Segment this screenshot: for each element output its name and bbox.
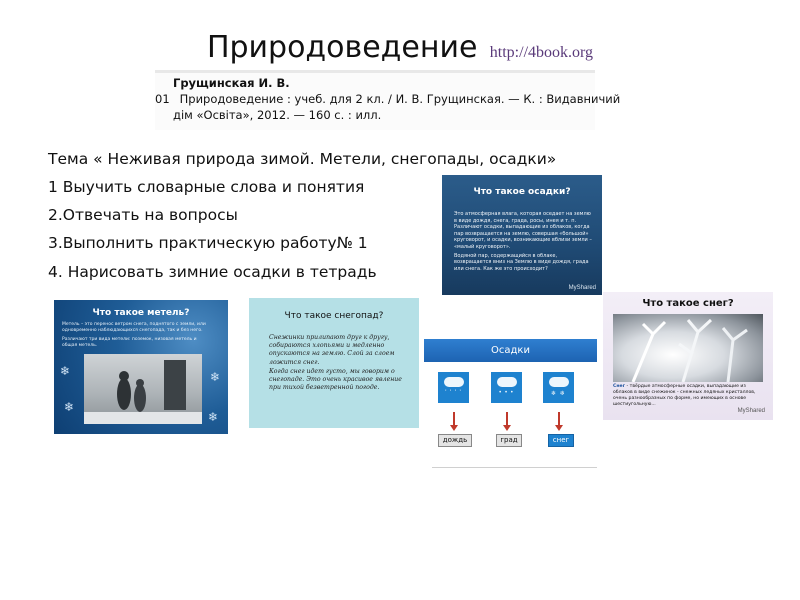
bibliography-reference — [155, 70, 621, 130]
label-hail: град — [496, 434, 522, 447]
blizzard-figures-image — [84, 354, 202, 424]
arrowhead-icon — [503, 425, 511, 431]
frosted-plants-image — [613, 314, 763, 382]
hail-cloud-icon — [491, 372, 522, 403]
snowy-branches-photo — [613, 314, 763, 382]
slide-definition — [613, 384, 765, 408]
slide-what-is-blizzard — [54, 300, 228, 434]
hail-icon: • • • — [499, 390, 514, 396]
slide-body — [454, 211, 594, 272]
slide-bullet: Водяной пар, содержащийся в облаке, возвращается вниз на Землю в виде дождя, града или снега. Как же это происходит? — [454, 252, 589, 272]
task-item: 2.Отвечать на вопросы — [48, 206, 238, 224]
slide-text: Метель – это перенос ветром снега, поднятого с земли, или одновременно наблюдающихся снегопада, так и без него. — [62, 322, 206, 333]
title-text: Природоведение — [206, 30, 478, 65]
task-item: 4. Нарисовать зимние осадки в тетрадь — [48, 263, 377, 281]
slide-precipitation-types — [424, 337, 597, 468]
slide-paragraph: Когда снег идет густо, мы говорим о снегопаде. Это очень красивое явление при тихой безветренной погоде. — [269, 368, 402, 392]
cloud-icon — [497, 377, 517, 387]
myshared-logo: MyShared — [568, 285, 596, 291]
rain-cloud-icon — [438, 372, 469, 403]
snowflakes-icon: ❄ ❄ — [551, 391, 566, 397]
slide-header-bar — [424, 339, 597, 362]
slide-title: Что такое снег? — [642, 298, 734, 309]
task-item: 1 Выучить словарные слова и понятия — [48, 178, 365, 196]
label-rain: дождь — [438, 434, 472, 447]
slide-title: Что такое метель? — [92, 308, 190, 318]
rain-drops-icon: ' ' ' ' — [445, 390, 462, 396]
arrowhead-icon — [555, 425, 563, 431]
slide-bullet: Это атмосферная влага, которая оседает на землю в виде дождя, снега, града, росы, инея и т. п. Различают осадки, выпадающие из облаков, когда пар возвращается на землю, совершая «большой» круговорот, и осадки, возникающие вблизи земли – «малый круговорот». — [454, 211, 592, 250]
snow-cloud-icon — [543, 372, 574, 403]
snowflake-icon: ❄ — [64, 400, 75, 414]
slide-what-is-precipitation — [442, 175, 602, 295]
biblio-author: Грущинская И. В. — [173, 76, 290, 90]
slide-text: Различают три вида метели: поземок, низовая метель и общая метель. — [62, 337, 197, 348]
myshared-logo: MyShared — [737, 408, 765, 414]
slide-divider — [432, 467, 597, 468]
slide-paragraph: Снежинки прилипают друг к другу, собираются хлопьями и медленно опускаются на землю. Слой за слоем ложится снег. — [269, 334, 395, 366]
snowflake-icon: ❄ — [208, 410, 219, 424]
slide-title: Что такое осадки? — [473, 187, 571, 197]
cloud-icon — [444, 377, 464, 387]
biblio-number: 01 — [155, 92, 170, 106]
biblio-title-line — [155, 92, 620, 107]
slide-title: Что такое снегопад? — [284, 311, 384, 321]
label-snow: снег — [548, 434, 574, 447]
definition-text: - твёрдые атмосферные осадки, выпадающие из облаков в виде снежинок - снежных ледяных кристаллов, очень разнообразных по форме, но имеющих в основе шестиугольную... — [613, 384, 756, 407]
biblio-publisher: дім «Освіта», 2012. — 160 с. : илл. — [173, 108, 382, 122]
slide-what-is-snowfall — [249, 298, 419, 428]
snowflake-icon: ❄ — [60, 364, 71, 378]
slide-title: Осадки — [491, 345, 530, 356]
term: Снег — [613, 384, 626, 389]
scan-edge — [155, 70, 595, 73]
biblio-title: Природоведение : учеб. для 2 кл. / И. В. Грущинская. — К. : Видавничий — [179, 92, 621, 106]
task-item: 3.Выполнить практическую работу№ 1 — [48, 234, 368, 252]
arrowhead-icon — [450, 425, 458, 431]
source-link[interactable]: http://4book.org — [489, 44, 594, 61]
cloud-icon — [549, 377, 569, 387]
snowflake-icon: ❄ — [210, 370, 221, 384]
blizzard-photo — [84, 354, 202, 424]
page-title — [0, 30, 800, 65]
slide-body — [62, 322, 212, 349]
slide-what-is-snow — [603, 292, 773, 420]
topic-line: Тема « Неживая природа зимой. Метели, снегопады, осадки» — [48, 150, 557, 168]
